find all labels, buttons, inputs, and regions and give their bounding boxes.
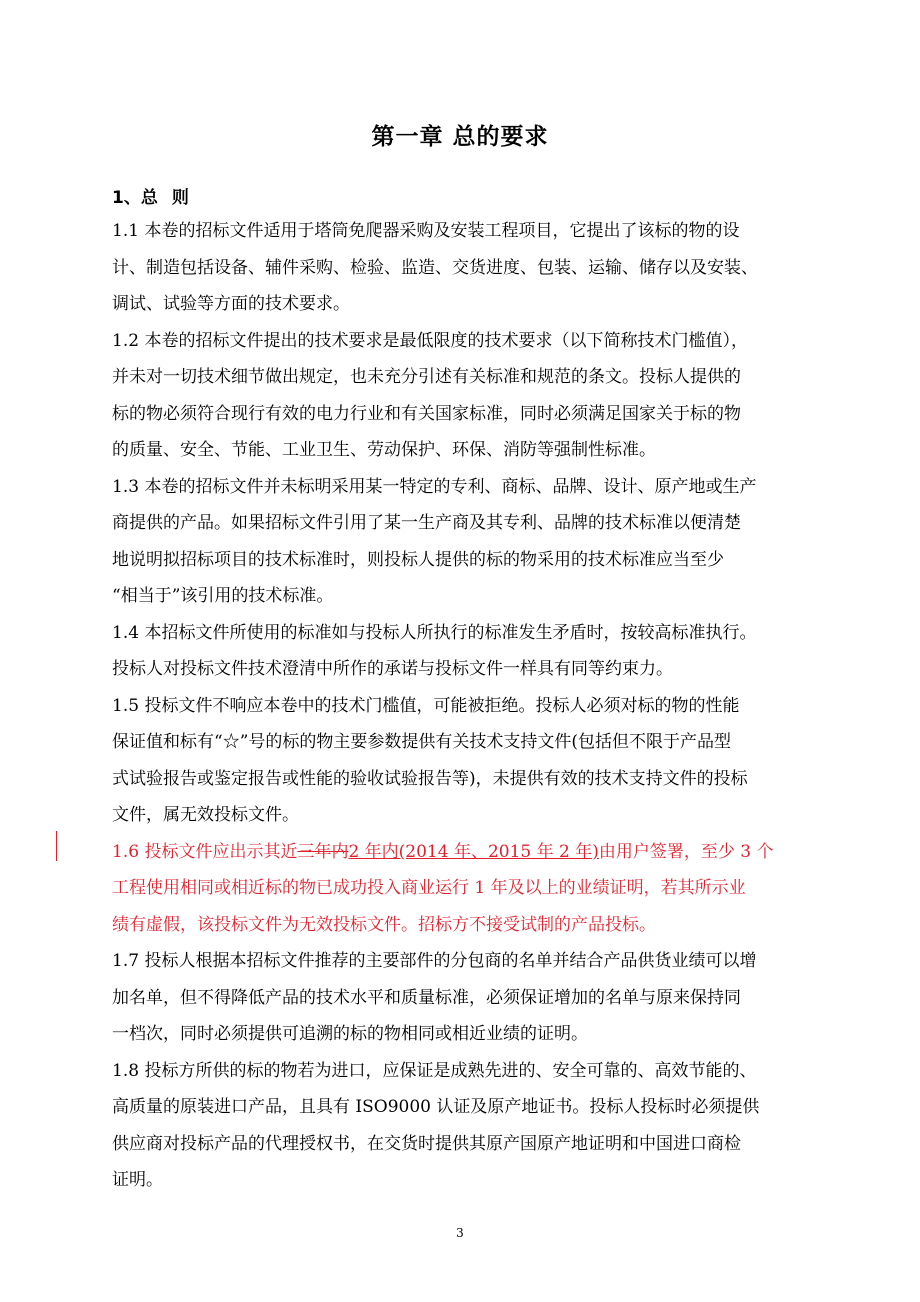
text-line: 标的物必须符合现行有效的电力行业和有关国家标准，同时必须满足国家关于标的物	[112, 404, 741, 424]
revised-clause-line: 工程使用相同或相近标的物已成功投入商业运行 1 年及以上的业绩证明，若其所示业	[112, 878, 746, 898]
text-line: 1.3 本卷的招标文件并未标明采用某一特定的专利、商标、品牌、设计、原产地或生产	[112, 477, 757, 497]
text-line: 1.2 本卷的招标文件提出的技术要求是最低限度的技术要求（以下简称技术门槛值），	[112, 331, 748, 351]
text-line: 调试、试验等方面的技术要求。	[112, 294, 350, 314]
text-line: 文件，属无效投标文件。	[112, 805, 299, 825]
text-line: 式试验报告或鉴定报告或性能的验收试验报告等)，未提供有效的技术支持文件的投标	[112, 769, 748, 789]
page-number: 3	[456, 1226, 464, 1240]
section-heading-word: 则	[171, 188, 189, 208]
text-line: 地说明拟招标项目的技术标准时，则投标人提供的标的物采用的技术标准应当至少	[112, 550, 724, 570]
revised-clause-line: 绩有虚假，该投标文件为无效投标文件。招标方不接受试制的产品投标。	[112, 915, 656, 935]
text-line: 证明。	[112, 1170, 163, 1190]
text-line: 1.7 投标人根据本招标文件推荐的主要部件的分包商的名单并结合产品供货业绩可以增	[112, 951, 757, 971]
text-line: 1.1 本卷的招标文件适用于塔筒免爬器采购及安装工程项目，它提出了该标的物的设	[112, 221, 740, 241]
text-line: 1.4 本招标文件所使用的标准如与投标人所执行的标准发生矛盾时，按较高标准执行。	[112, 623, 757, 643]
text-line: 供应商对投标产品的代理授权书，在交货时提供其原产国原产地证明和中国进口商检	[112, 1134, 741, 1154]
text-line: 商提供的产品。如果招标文件引用了某一生产商及其专利、品牌的技术标准以便清楚	[112, 513, 741, 533]
revised-clause-line	[112, 842, 774, 862]
text-line: 1.5 投标文件不响应本卷中的技术门槛值，可能被拒绝。投标人必须对标的物的性能	[112, 696, 740, 716]
text-line: 并未对一切技术细节做出规定，也未充分引述有关标准和规范的条文。投标人提供的	[112, 367, 741, 387]
text-line: 高质量的原装进口产品，且具有 ISO9000 认证及原产地证书。投标人投标时必须提供	[112, 1097, 760, 1117]
inserted-text: 2 年内(2014 年、2015 年 2 年)	[348, 842, 599, 862]
deleted-text: 三年内	[297, 842, 349, 862]
chapter-title: 第一章 总的要求	[371, 124, 549, 150]
revision-change-bar	[56, 831, 57, 861]
section-heading	[112, 183, 189, 208]
revised-clause-suffix: 由用户签署，至少 3 个	[598, 842, 774, 862]
text-line: 一档次，同时必须提供可追溯的标的物相同或相近业绩的证明。	[112, 1024, 588, 1044]
text-line: 保证值和标有“☆”号的标的物主要参数提供有关技术支持文件(包括但不限于产品型	[112, 732, 732, 752]
text-line: 投标人对投标文件技术澄清中所作的承诺与投标文件一样具有同等约束力。	[112, 659, 673, 679]
text-line: 1.8 投标方所供的标的物若为进口，应保证是成熟先进的、安全可靠的、高效节能的、	[112, 1061, 757, 1081]
text-line: “相当于”该引用的技术标准。	[112, 586, 334, 606]
text-line: 计、制造包括设备、辅件采购、检验、监造、交货进度、包装、运输、储存以及安装、	[112, 258, 758, 278]
text-line: 加名单，但不得降低产品的技术水平和质量标准，必须保证增加的名单与原来保持同	[112, 988, 741, 1008]
text-line: 的质量、安全、节能、工业卫生、劳动保护、环保、消防等强制性标准。	[112, 440, 656, 460]
revised-clause-prefix: 1.6 投标文件应出示其近	[112, 842, 298, 862]
section-heading-number: 1、总	[112, 188, 158, 208]
